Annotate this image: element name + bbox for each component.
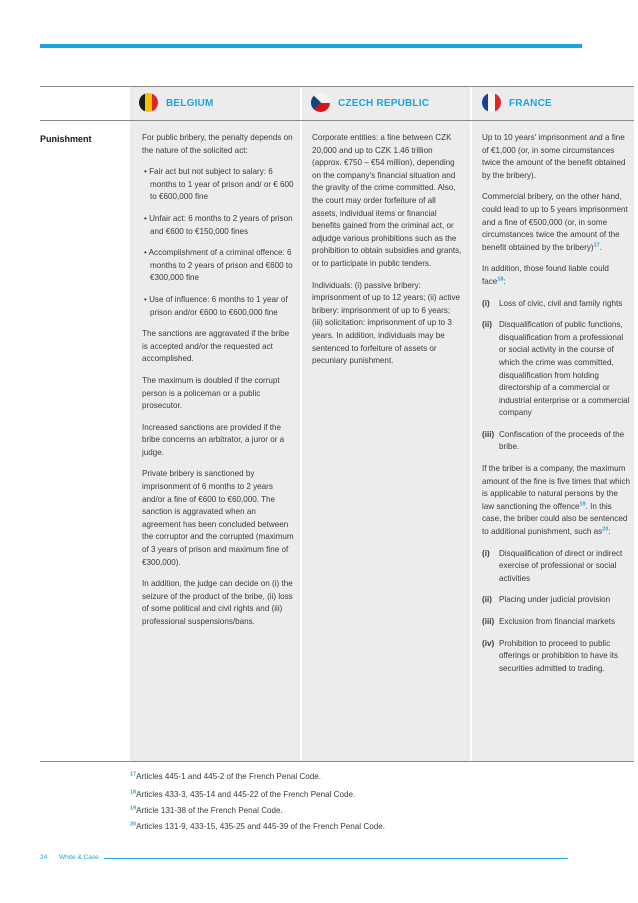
list-number: (ii) — [482, 320, 492, 330]
footnote — [130, 822, 385, 831]
france-text: . — [599, 242, 602, 252]
belgium-bullet: • Use of influence: 6 months to 1 year of prison and/or €600 to €600,000 fine — [144, 294, 288, 317]
france-flag-icon — [482, 93, 501, 112]
france-list-item — [482, 638, 630, 676]
czech-paragraph: Corporate entities: a fine between CZK 20,000 and up to CZK 1.46 trillion (approx. €750 – €54 million), depending on the company's financial situation and the gravity of the crime committed. Also, the court may order forfeiture of all assets, individual items or financial benefits gained from the criminal act, or adjudge various prohibitions such as the prohibition to obtain subsidies and grants, or to participate in public tenders. — [312, 133, 462, 268]
list-number: (i) — [482, 548, 490, 558]
footnote-text: Articles 445-1 and 445-2 of the French Penal Code. — [136, 772, 322, 781]
header-bottom-rule — [40, 120, 634, 121]
list-text: Placing under judicial provision — [499, 595, 611, 605]
france-paragraph — [482, 463, 630, 539]
footnote-ref: 17 — [593, 242, 600, 249]
france-paragraph — [482, 263, 630, 288]
page-number: 24 — [40, 854, 48, 861]
france-text: In addition, those found liable could face — [482, 264, 609, 286]
flag-triangle — [311, 93, 330, 112]
belgium-paragraph: The sanctions are aggravated if the bribe is accepted and/or the requested act accomplished. — [142, 329, 290, 364]
footnote-number: 18 — [130, 789, 137, 796]
belgium-header: BELGIUM — [166, 98, 214, 109]
france-text: : — [608, 527, 611, 537]
belgium-paragraph: Private bribery is sanctioned by imprisonment of 6 months to 2 years and/or a fine of €600 to €60,000. The sanction is aggravated when an agreement has been concluded between the corruptor and the corrupted (maximum of 3 years of prison and maximum fine of €300,000). — [142, 469, 294, 567]
france-paragraph: Up to 10 years' imprisonment and a fine of €1,000 (or, in some circumstances twice the amount of the benefit obtained by the bribery). — [482, 133, 626, 180]
footnote-ref: 18 — [497, 276, 504, 283]
list-number: (iv) — [482, 638, 495, 648]
czech-paragraph: Individuals: (i) passive bribery: imprisonment of up to 12 years; (ii) active bribery: imprisonment of up to 6 years; (iii) solicitation: imprisonment of up to 3 years. In addition, individuals may be sentenced to forfeiture of assets or pecuniary punishment. — [312, 280, 460, 366]
list-text: Prohibition to proceed to public offerings or prohibition to have its securities admitted to trading. — [499, 638, 619, 673]
france-list-item — [482, 548, 630, 586]
list-text: Loss of civic, civil and family rights — [499, 298, 623, 308]
footnote-ref: 20 — [602, 526, 609, 533]
list-text: Disqualification of direct or indirect exercise of professional or social activities — [499, 548, 623, 583]
footnote-number: 17 — [130, 771, 137, 778]
list-text: Exclusion from financial markets — [499, 617, 616, 626]
belgium-paragraph: The maximum is doubled if the corrupt person is a policeman or a public prosecutor. — [142, 375, 280, 411]
list-number: (ii) — [482, 595, 492, 605]
list-text: Disqualification of public functions, disqualification from a professional or social activity in the course of which the crime was committed, disqualification from holding directorship of a commercial or industrial enterprise or a commercial company — [499, 320, 630, 418]
belgium-paragraph: Increased sanctions are provided if the bribe concerns an arbitrator, a juror or a judge. — [142, 422, 285, 457]
header-top-rule — [40, 86, 634, 87]
france-list-item — [482, 616, 630, 629]
belgium-paragraph: For public bribery, the penalty depends on the nature of the solicited act: — [142, 133, 293, 155]
czech-flag-icon — [311, 93, 330, 112]
belgium-bullet: • Fair act but not subject to salary: 6 months to 1 year of prison and/ or € 600 to €600,000 fine — [144, 167, 294, 202]
footnote — [130, 772, 321, 781]
top-accent-bar — [40, 44, 582, 48]
france-list-item — [482, 594, 630, 607]
france-list-item — [482, 429, 630, 454]
czech-header: CZECH REPUBLIC — [338, 98, 430, 109]
france-paragraph — [482, 191, 630, 254]
footnote-text: Articles 131-9, 433-15, 435-25 and 445-39 of the French Penal Code. — [136, 822, 385, 831]
france-list-item — [482, 319, 630, 420]
footnote-text: Articles 433-3, 435-14 and 445-22 of the French Penal Code. — [136, 790, 356, 799]
footer-rule — [104, 858, 568, 859]
row-label-punishment: Punishment — [40, 134, 92, 144]
belgium-flag-icon — [139, 93, 158, 112]
france-text: If the briber is a company, the maximum amount of the fine is five times that which is applicable to natural persons by the law sanctioning the offence — [482, 464, 631, 511]
belgium-bullet: • Unfair act: 6 months to 2 years of prison and €600 to €150,000 fines — [144, 213, 293, 236]
footnote-text: Article 131-38 of the French Penal Code. — [136, 806, 283, 815]
footnote — [130, 806, 283, 815]
footnote — [130, 790, 355, 799]
list-number: (iii) — [482, 617, 495, 626]
list-text: Confiscation of the proceeds of the bribe. — [499, 429, 625, 452]
belgium-content — [142, 132, 294, 638]
footnote-number: 19 — [130, 805, 137, 812]
czech-content — [312, 132, 462, 377]
footer-brand: White & Case — [59, 854, 99, 861]
footnote-number: 20 — [130, 821, 137, 828]
belgium-bullet: • Accomplishment of a criminal offence: 6 months to 2 years of prison and €600 to €300,000 fine — [144, 248, 293, 283]
list-number: (iii) — [482, 429, 495, 439]
france-header: FRANCE — [509, 98, 552, 109]
france-list-item — [482, 298, 630, 311]
france-content — [482, 132, 630, 684]
france-text: . In this case, the briber could also be sentenced to additional punishment, such as — [482, 501, 628, 537]
list-number: (i) — [482, 298, 490, 308]
page-footer — [40, 854, 99, 861]
belgium-paragraph: In addition, the judge can decide on (i) the seizure of the product of the bribe, (ii) loss of some political and civil rights and (iii) professional suspensions/bans. — [142, 579, 293, 626]
footnote-ref: 19 — [579, 501, 586, 508]
france-text: : — [503, 276, 506, 286]
france-text: Commercial bribery, on the other hand, could lead to up to 5 years imprisonment and a fine of €500,000 (or, in some circumstances twice the amount of the benefit obtained by the bribery) — [482, 192, 628, 252]
table-bottom-rule — [40, 761, 634, 762]
